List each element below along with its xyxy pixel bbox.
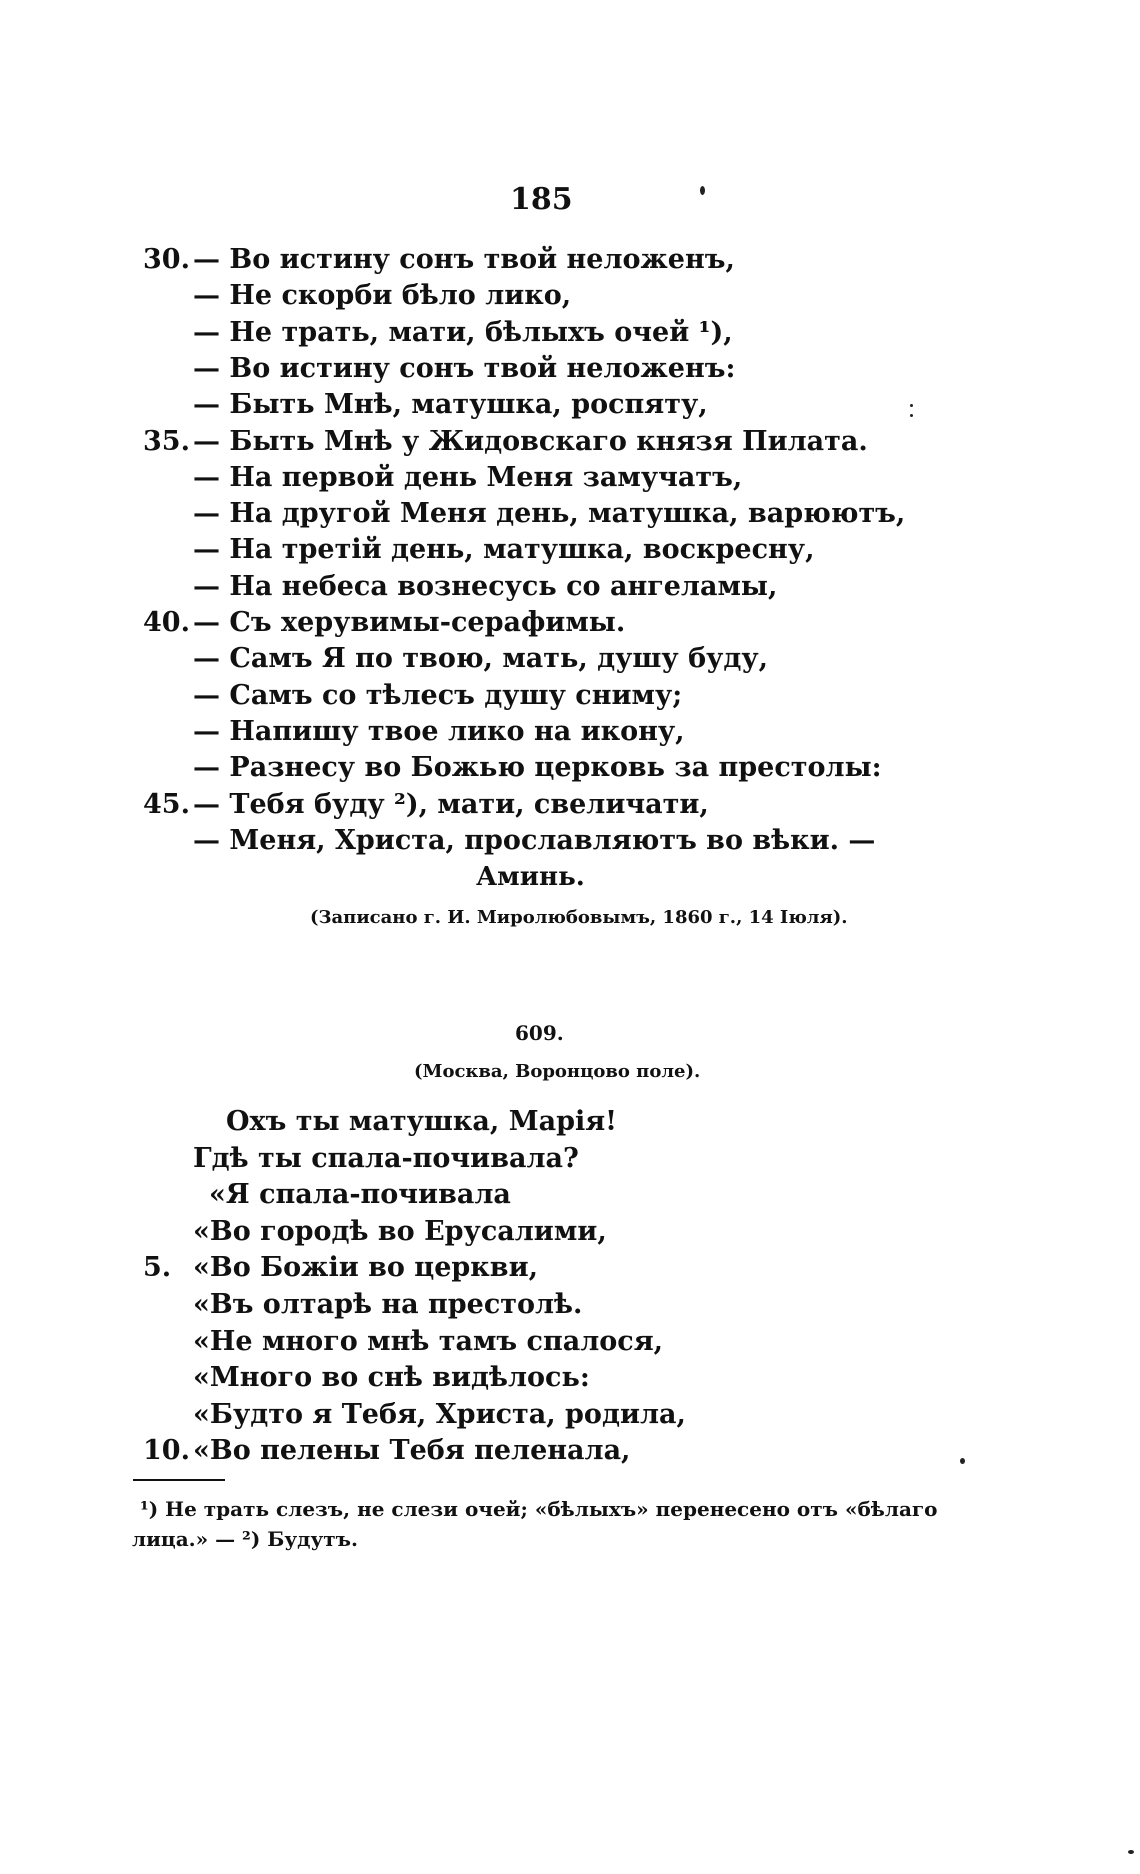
verse-line	[0, 532, 1140, 568]
verse-text: — На небеса вознесусь со ангеламы,	[193, 570, 778, 602]
page-number: 185	[510, 182, 573, 217]
verse-line	[0, 641, 1140, 677]
verse-text: «Я спала-почивала	[209, 1179, 511, 1211]
line-number: 30.	[143, 244, 190, 275]
line-number: 35.	[143, 425, 190, 457]
verse-line	[0, 460, 1140, 496]
verse-line	[0, 1250, 1140, 1286]
verse-line	[0, 750, 1140, 786]
verse-text: «Будто я Тебя, Христа, родила,	[193, 1398, 686, 1430]
print-speck	[1128, 1850, 1134, 1854]
verse-text: «Много во снѣ видѣлось:	[193, 1362, 590, 1394]
verse-line	[0, 787, 1140, 823]
line-number: 40.	[143, 607, 190, 638]
footnote-line-2: лица.» — ²) Будутъ.	[132, 1527, 358, 1551]
print-speck	[910, 404, 913, 407]
verse-line	[0, 278, 1140, 314]
verse-text: — Не трать, мати, бѣлыхъ очей ¹),	[193, 316, 733, 348]
verse-text: «Въ олтарѣ на престолѣ.	[193, 1289, 583, 1320]
song-location: (Москва, Воронцово поле).	[414, 1061, 701, 1082]
print-speck	[960, 1458, 965, 1464]
verse-text: — Меня, Христа, прославляютъ во вѣки. —	[193, 824, 876, 856]
verse-text: — Во истину сонъ твой неложенъ,	[193, 244, 735, 275]
verse-line	[0, 569, 1140, 605]
line-number: 5.	[143, 1252, 172, 1284]
verse-line	[0, 1397, 1140, 1433]
verse-text: — На третій день, матушка, воскресну,	[193, 534, 815, 566]
verse-text: — Самъ со тѣлесъ душу сниму;	[193, 679, 683, 711]
line-number: 10.	[143, 1435, 190, 1467]
verse-text: — Самъ Я по твою, мать, душу буду,	[193, 643, 769, 675]
verse-text: — Напишу твое лико на икону,	[193, 715, 685, 747]
verse-text: Охъ ты матушка, Марія!	[226, 1106, 618, 1137]
line-number: 45.	[143, 788, 190, 820]
footnote-divider	[133, 1479, 225, 1481]
verse-text: — На первой день Меня замучатъ,	[193, 461, 743, 493]
print-speck	[910, 414, 913, 417]
verse-text: — Съ херувимы-серафимы.	[193, 607, 626, 638]
verse-line	[0, 1287, 1140, 1323]
verse-line	[0, 605, 1140, 641]
verse-line	[0, 714, 1140, 750]
verse-text: — Во истину сонъ твой неложенъ:	[193, 352, 736, 384]
verse-text: «Во пелены Тебя пеленала,	[193, 1435, 631, 1467]
verse-text: — Не скорби бѣло лико,	[193, 280, 572, 312]
verse-line	[0, 1104, 1140, 1140]
song-number: 609.	[515, 1021, 564, 1045]
verse-text: «Во городѣ во Ерусалими,	[193, 1215, 607, 1247]
verse-text: «Не много мнѣ тамъ спалося,	[193, 1325, 664, 1357]
amen-line: Аминь.	[476, 862, 585, 892]
verse-text: — Разнесу во Божью церковь за престолы:	[193, 752, 882, 784]
verse-line	[0, 424, 1140, 460]
print-speck	[700, 186, 705, 195]
verse-text: — Тебя буду ²), мати, свеличати,	[193, 788, 709, 820]
footnote-line-1: ¹) Не трать слезъ, не слези очей; «бѣлыхъ» перенесено отъ «бѣлаго	[140, 1497, 938, 1521]
recording-note: (Записано г. И. Миролюбовымъ, 1860 г., 14 Іюля).	[310, 907, 848, 928]
verse-line	[0, 1360, 1140, 1396]
verse-line	[0, 1141, 1140, 1177]
verse-text: «Во Божіи во церкви,	[193, 1252, 538, 1284]
verse-line	[0, 823, 1140, 859]
verse-text: — Быть Мнѣ, матушка, роспяту,	[193, 389, 708, 421]
verse-line	[0, 1214, 1140, 1250]
verse-text: — Быть Мнѣ у Жидовскаго князя Пилата.	[193, 425, 868, 457]
verse-line	[0, 678, 1140, 714]
verse-text: Гдѣ ты спала-почивала?	[193, 1142, 579, 1174]
verse-line	[0, 387, 1140, 423]
verse-line	[0, 315, 1140, 351]
verse-line	[0, 1324, 1140, 1360]
verse-line	[0, 496, 1140, 532]
verse-text: — На другой Меня день, матушка, варюютъ,	[193, 498, 906, 530]
verse-line	[0, 242, 1140, 278]
verse-line	[0, 351, 1140, 387]
verse-line	[0, 1433, 1140, 1469]
verse-line	[0, 1177, 1140, 1213]
